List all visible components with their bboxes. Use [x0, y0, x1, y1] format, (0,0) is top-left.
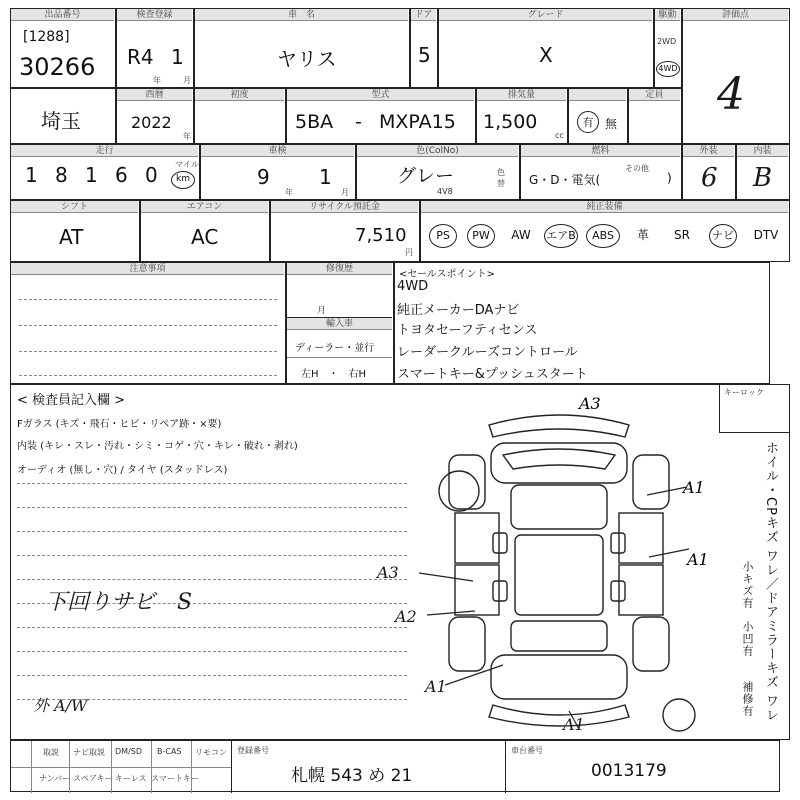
damage-mark-bottom: A1 — [563, 715, 585, 734]
shift-cell — [10, 200, 140, 262]
sales-point-1: 4WD — [397, 279, 429, 294]
doors-value: 5 — [418, 43, 431, 67]
ext-grade-cell — [682, 144, 736, 200]
doc-bcas: B-CAS — [157, 747, 182, 756]
inspector-line-2: 内装 (キレ・スレ・汚れ・シミ・コゲ・穴・キレ・破れ・剥れ) — [17, 441, 298, 452]
handwritten-note-1: 下回りサビ S — [45, 590, 193, 615]
plate-label: 登録番号 — [237, 746, 269, 755]
grade-header: グレード — [439, 9, 652, 21]
hand-text: 左H ・ 右H — [301, 369, 367, 380]
score-cell — [682, 8, 790, 144]
color-header: 色(ColNo) — [357, 145, 518, 157]
first-reg-cell — [116, 88, 194, 144]
equip-navi-label: ナビ — [709, 224, 737, 248]
dealer-text: ディーラー・並行 — [295, 343, 375, 354]
lot-number: 30266 — [19, 53, 96, 81]
recycle-unit: 円 — [405, 248, 413, 257]
first-reg-header: 初度 — [195, 89, 284, 101]
fuel-close: ) — [667, 171, 672, 185]
model-cell — [286, 88, 476, 144]
turbo-no: 無 — [605, 117, 618, 131]
cc-unit: cc — [555, 131, 564, 140]
equip-aw: AW — [511, 228, 531, 242]
int-grade-cell — [736, 144, 790, 200]
mileage-cell — [10, 144, 200, 200]
mile-unit: マイル — [175, 160, 199, 169]
mileage-header: 走行 — [11, 145, 198, 157]
doc-plate: ナンバー — [39, 774, 71, 783]
shaken-cell — [200, 144, 356, 200]
fixed-header: 定員 — [629, 89, 680, 101]
km-unit: km — [171, 171, 195, 189]
doc-smartkey: スマートキー — [151, 774, 199, 783]
side-small-1: 小キズ有 — [741, 561, 754, 609]
nen-label: 年 — [153, 76, 161, 85]
ext-grade: 6 — [701, 163, 718, 193]
sales-point-4: レーダークルーズコントロール — [397, 345, 578, 360]
side-repair: 補修有 — [741, 681, 754, 717]
fuel-header: 燃料 — [521, 145, 680, 157]
inspection-header: 検査登録 — [117, 9, 192, 21]
doc-manual: 取説 — [43, 748, 59, 757]
side-note: ホイル・CPキズ ワレ／ドアミラーキズ ワレ — [763, 441, 778, 723]
doc-spare-key: スペアキー — [73, 774, 113, 783]
damage-mark-top: A3 — [579, 394, 601, 413]
key-lock-box — [719, 385, 789, 433]
fuel-cell — [520, 144, 682, 200]
recycle-header: リサイクル預託金 — [271, 201, 418, 213]
region: 埼玉 — [41, 109, 81, 133]
shaken-header: 車検 — [201, 145, 354, 157]
shaken-month: 1 — [319, 165, 332, 189]
displacement-cell — [476, 88, 568, 144]
repair-month: 月 — [317, 306, 327, 316]
inspector-title: < 検査員記入欄 > — [17, 393, 126, 408]
plate-number: 札幌 543 め 21 — [291, 766, 413, 786]
lot-cell — [10, 8, 116, 88]
equip-leather: 革 — [636, 228, 649, 242]
equipment-header: 純正装備 — [421, 201, 788, 213]
equip-abs — [583, 215, 623, 255]
equip-dtv: DTV — [753, 228, 779, 242]
tsuki-label: 月 — [183, 76, 191, 85]
car-name-header: 車 名 — [195, 9, 408, 21]
shift-value: AT — [59, 225, 84, 249]
equip-ps-label: PS — [429, 224, 457, 248]
equip-pw-label: PW — [467, 224, 495, 248]
bottom-row — [10, 740, 780, 792]
month-value: 1 — [171, 45, 184, 69]
grade-value: X — [539, 43, 553, 67]
era-value: R4 — [127, 45, 154, 69]
chassis-label: 車台番号 — [511, 746, 543, 755]
equip-ps — [425, 215, 461, 255]
model-header: 型式 — [287, 89, 474, 101]
drive-4wd: 4WD — [656, 61, 680, 77]
damage-mark-left-lower: A1 — [425, 677, 447, 696]
displacement: 1,500 — [483, 111, 538, 133]
handwritten-note-2: 外 A/W — [33, 696, 88, 715]
model-code: MXPA15 — [379, 111, 456, 133]
shift-header: シフト — [11, 201, 138, 213]
doc-remote: リモコン — [195, 748, 227, 757]
side-small-2: 小凹有 — [741, 621, 754, 657]
fixed-cell — [628, 88, 682, 144]
lot-bracket: [1288] — [23, 29, 70, 45]
doc-navi-manual: ナビ取説 — [73, 748, 105, 757]
color-cell — [356, 144, 520, 200]
ext-header: 外装 — [683, 145, 734, 157]
aircon-value: AC — [191, 225, 219, 249]
drive-cell — [654, 8, 682, 88]
doors-header: ドア — [411, 9, 436, 21]
reg-year-unit: 年 — [183, 132, 191, 141]
reg-header: 西暦 — [117, 89, 192, 101]
sales-point-5: スマートキー&プッシュスタート — [397, 367, 588, 382]
repair-cell — [286, 262, 394, 384]
sales-point-2: 純正メーカーDAナビ — [397, 303, 520, 318]
turbo-header — [569, 89, 626, 101]
sales-point-3: トヨタセーフティセンス — [397, 323, 538, 338]
equip-airbag — [541, 215, 581, 255]
damage-pointers — [419, 487, 689, 729]
color-name: グレー — [397, 165, 455, 187]
model-dash: - — [355, 111, 362, 133]
mileage-digit-1: 1 — [25, 163, 38, 187]
car-name: ヤリス — [277, 47, 337, 71]
drive-header: 駆動 — [655, 9, 680, 21]
notes-cell — [10, 262, 286, 384]
equipment-cell — [420, 200, 790, 262]
car-name-cell — [194, 8, 410, 88]
chassis-number: 0013179 — [591, 761, 667, 781]
displacement-header: 排気量 — [477, 89, 566, 101]
notes-header: 注意事項 — [11, 263, 284, 275]
score-value: 4 — [717, 69, 745, 120]
year-cell — [116, 8, 194, 88]
fuel-other: その他 — [625, 164, 649, 173]
equip-navi — [703, 215, 743, 255]
damage-mark-left-upper: A3 — [377, 563, 399, 582]
color-code: 4V8 — [437, 187, 453, 196]
damage-mark-right-mid: A1 — [687, 550, 709, 569]
import-header: 輸入車 — [287, 318, 392, 330]
equip-pw — [463, 215, 499, 255]
equip-abs-label: ABS — [586, 224, 620, 248]
aircon-header: エアコン — [141, 201, 268, 213]
inspector-line-1: Fガラス (キズ・飛石・ヒビ・リペア跡・×要) — [17, 419, 222, 430]
fuel-text: G・D・電気( — [529, 173, 601, 187]
color-side-label: 色替 — [497, 168, 505, 188]
first-reg-blank — [194, 88, 286, 144]
mileage-digit-4: 6 — [115, 163, 128, 187]
grade-cell — [438, 8, 654, 88]
equip-airbag-label: エアB — [544, 224, 578, 248]
mileage-digit-3: 1 — [85, 163, 98, 187]
drive-2wd: 2WD — [657, 37, 677, 46]
lot-header: 出品番号 — [11, 9, 114, 21]
aircon-cell — [140, 200, 270, 262]
region-cell — [10, 88, 116, 144]
key-lock-label: キーロック — [724, 388, 764, 397]
int-header: 内装 — [737, 145, 788, 157]
inspector-area — [10, 384, 790, 740]
shaken-year: 9 — [257, 165, 270, 189]
doc-keyless: キーレス — [115, 774, 147, 783]
shaken-tsuki: 月 — [341, 188, 349, 197]
mileage-digit-2: 8 — [55, 163, 68, 187]
doc-dmsd: DM/SD — [115, 747, 142, 756]
recycle-amount: 7,510 — [355, 225, 407, 246]
equip-sr: SR — [674, 228, 690, 242]
reg-year: 2022 — [131, 113, 172, 132]
repair-header: 修復歴 — [287, 263, 392, 275]
damage-mark-right-upper: A1 — [683, 478, 705, 497]
int-grade: B — [753, 163, 773, 193]
sales-header: <セールスポイント> — [399, 269, 495, 280]
turbo-cell — [568, 88, 628, 144]
sales-cell — [394, 262, 770, 384]
recycle-cell — [270, 200, 420, 262]
car-outline — [439, 415, 695, 731]
shaken-nen: 年 — [285, 188, 293, 197]
car-diagram — [419, 385, 719, 741]
mileage-digit-5: 0 — [145, 163, 158, 187]
doors-cell — [410, 8, 438, 88]
score-header: 評価点 — [683, 9, 788, 21]
model-prefix: 5BA — [295, 111, 334, 133]
inspector-line-3: オーディオ (無し・穴) / タイヤ (スタッドレス) — [17, 465, 228, 476]
damage-mark-left-mid: A2 — [395, 607, 417, 626]
turbo-yes: 有 — [577, 111, 599, 133]
